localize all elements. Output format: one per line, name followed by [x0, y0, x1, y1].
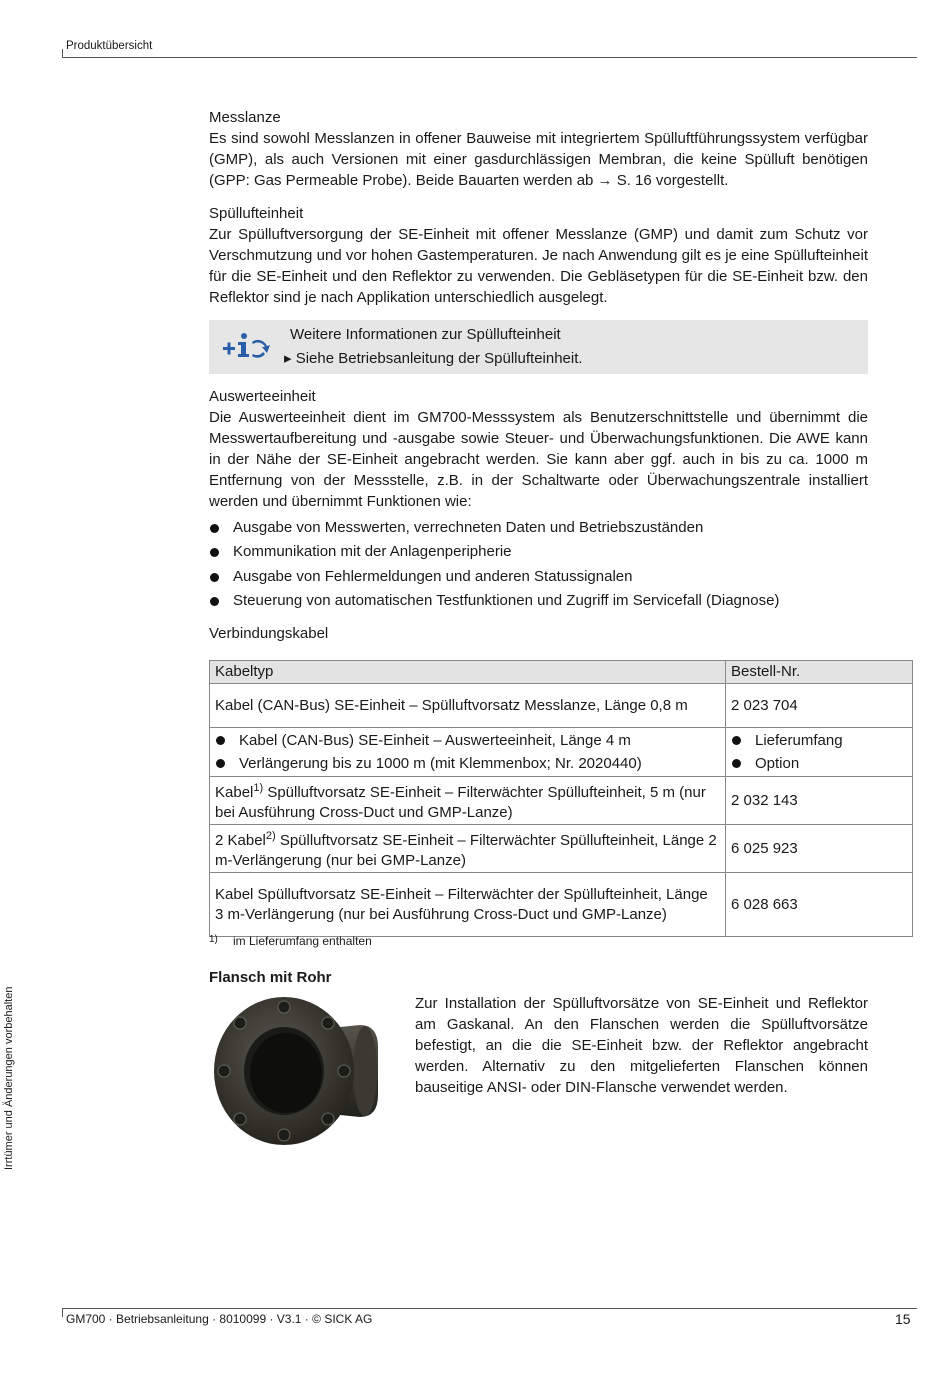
table-row: [210, 873, 913, 937]
list-item: Lieferumfang: [731, 729, 907, 752]
heading-auswerte: Auswerteeinheit: [209, 388, 316, 405]
cell-bullet-list: [731, 729, 907, 775]
cell-text: Spülluftvorsatz SE-Einheit – Filterwächter Spüllufteinheit, 5 m (nur bei Ausführung Cross-Duct und GMP-Lanze): [215, 784, 706, 821]
main-content: [209, 107, 868, 644]
cell-type: [210, 777, 726, 825]
text-auswerte: Die Auswerteeinheit dient im GM700-Messsystem als Benutzerschnittstelle und übernimmt die Messwertaufbereitung und -ausgabe sowie Steuer- und Überwachungsfunktionen. Die AWE kann in der Nähe der SE-Einheit angebracht werden. Sie kann aber ggf. auch in bis zu ca. 1000 m Entfernung von der Messstelle, z.B. in der Schaltwarte oder Überwachungszentrale installiert werden und übernimmt Funktionen wie:: [209, 409, 868, 510]
info-arrow-icon: [221, 330, 271, 368]
table-row: [210, 825, 913, 873]
list-item: Steuerung von automatischen Testfunktionen und Zugriff im Servicefall (Diagnose): [209, 589, 868, 613]
footnote-ref: 2): [265, 830, 276, 842]
info-box: [209, 320, 868, 374]
footer-rule: [62, 1308, 917, 1309]
table-footnote: [209, 934, 372, 948]
header-rule: [62, 57, 917, 58]
side-disclaimer: Irrtümer und Änderungen vorbehalten: [3, 986, 15, 1170]
heading-flansch: Flansch mit Rohr: [209, 969, 332, 986]
cell-type: Kabel Spülluftvorsatz SE-Einheit – Filterwächter der Spüllufteinheit, Länge 3 m-Verlängerung (nur bei Ausführung Cross-Duct und GMP-Lanze): [210, 873, 726, 937]
table-row: [210, 777, 913, 825]
cell-order-nr: 2 023 704: [726, 684, 913, 728]
cell-type: [210, 825, 726, 873]
list-item: Ausgabe von Fehlermeldungen und anderen Statussignalen: [209, 565, 868, 589]
cell-text: Kabel: [215, 784, 254, 801]
cell-bullet-list: [215, 729, 720, 775]
text-flansch: Zur Installation der Spülluftvorsätze von SE-Einheit und Reflektor am Gaskanal. An den Flanschen werden die Spülluftvorsätze befestigt, an die die SE-Einheit bzw. der Reflektor angebracht werden. Alternativ zu den mitgelieferten Flanschen können bauseitige ANSI- oder DIN-Flansche verwendet werden.: [415, 995, 868, 1096]
section-spuelluft: [209, 203, 868, 308]
list-item: Kabel (CAN-Bus) SE-Einheit – Auswerteeinheit, Länge 4 m: [215, 729, 720, 752]
function-list: [209, 516, 868, 613]
footnote-mark: 1): [209, 934, 218, 945]
footer-rule-tick: [62, 1308, 63, 1317]
table-header-row: [210, 661, 913, 684]
list-item: Option: [731, 752, 907, 775]
page-number: 15: [895, 1311, 911, 1327]
col-header-order-nr: Bestell-Nr.: [726, 661, 913, 684]
info-link-text[interactable]: ▸ Siehe Betriebsanleitung der Spüllufteinheit.: [284, 350, 583, 367]
info-title: Weitere Informationen zur Spüllufteinheit: [290, 326, 561, 343]
footnote-text: im Lieferumfang enthalten: [233, 934, 372, 948]
col-header-type: Kabeltyp: [210, 661, 726, 684]
list-item: Verlängerung bis zu 1000 m (mit Klemmenbox; Nr. 2020440): [215, 752, 720, 775]
cell-type: [210, 728, 726, 777]
cable-table: [209, 660, 913, 937]
heading-spuelluft: Spüllufteinheit: [209, 205, 304, 222]
table-row: [210, 728, 913, 777]
cell-order-nr: [726, 728, 913, 777]
text-spuelluft: Zur Spülluftversorgung der SE-Einheit mit offener Messlanze (GMP) und damit zum Schutz vor Verschmutzung und vor hohen Gastemperaturen. Je nach Anwendung gilt es je eine Spüllufteinheit für die SE-Einheit und den Reflektor zu verwenden. Die Gebläsetypen für die SE-Einheit bzw. den Reflektor sind je nach Applikation unterschiedlich ausgelegt.: [209, 226, 868, 306]
running-header: Produktübersicht: [66, 40, 153, 52]
list-item: Kommunikation mit der Anlagenperipherie: [209, 540, 868, 564]
heading-messlanze: Messlanze: [209, 109, 281, 126]
table-row: [210, 684, 913, 728]
cell-order-nr: 2 032 143: [726, 777, 913, 825]
cell-order-nr: 6 025 923: [726, 825, 913, 873]
flange-pipe-image: [210, 995, 380, 1152]
cell-type: Kabel (CAN-Bus) SE-Einheit – Spülluftvorsatz Messlanze, Länge 0,8 m: [210, 684, 726, 728]
cell-text: 2 Kabel: [215, 832, 266, 849]
footer-doc-info: GM700 · Betriebsanleitung · 8010099 · V3.1 · © SICK AG: [66, 1312, 373, 1326]
text-messlanze: Es sind sowohl Messlanzen in offener Bauweise mit integriertem Spülluftführungssystem verfügbar (GMP), als auch Versionen mit einer gasdurchlässigen Membran, die keine Spülluft benötigen (GPP: Gas Permeable Probe). Beide Bauarten werden ab → S. 16 vorgestellt.: [209, 130, 868, 189]
section-auswerte: [209, 386, 868, 613]
list-item: Ausgabe von Messwerten, verrechneten Daten und Betriebszuständen: [209, 516, 868, 540]
section-messlanze: [209, 107, 868, 191]
footnote-ref: 1): [253, 782, 264, 794]
heading-verbindungskabel: Verbindungskabel: [209, 625, 329, 643]
cell-text: Spülluftvorsatz SE-Einheit – Filterwächter Spüllufteinheit, Länge 2 m-Verlängerung (nur bei GMP-Lanze): [215, 832, 717, 869]
cell-order-nr: 6 028 663: [726, 873, 913, 937]
